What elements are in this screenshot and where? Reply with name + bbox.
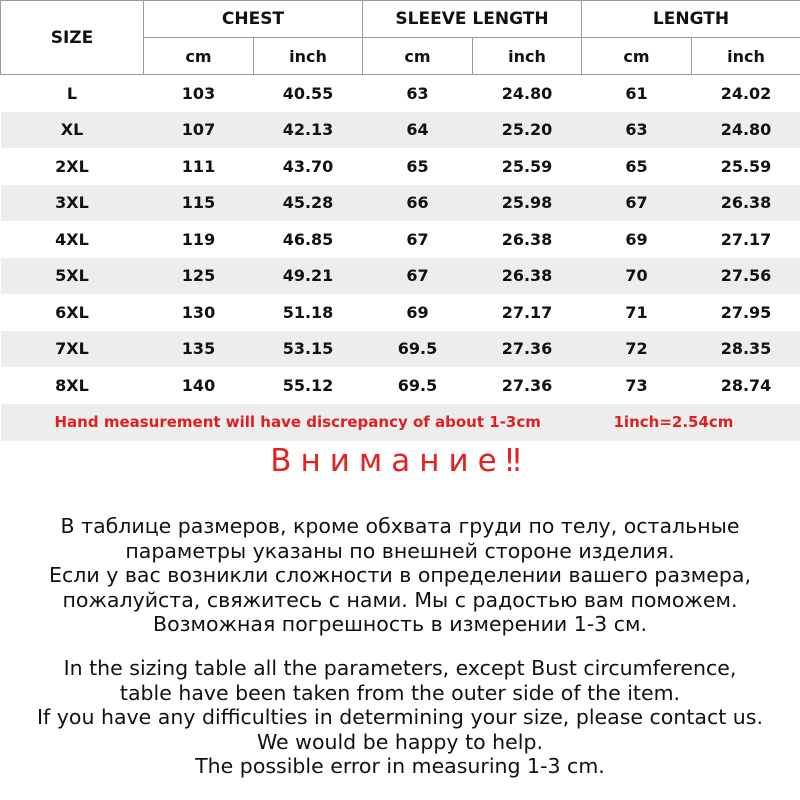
length-cm-cell: 71 <box>582 294 692 331</box>
table-row <box>1 258 800 295</box>
chest-in-cell: 49.21 <box>254 258 363 295</box>
discrepancy-note: Hand measurement will have discrepancy of about 1-3cm <box>1 404 582 441</box>
length-in-cell: 24.02 <box>692 75 800 112</box>
chest-cm-cell: 115 <box>144 185 254 222</box>
length-inch-header: inch <box>692 38 800 75</box>
header-row-primary <box>1 1 800 38</box>
size-column-header: SIZE <box>1 1 144 75</box>
english-text-line: If you have any difficulties in determining your size, please contact us. <box>37 705 763 729</box>
chest-inch-header: inch <box>254 38 363 75</box>
length-in-cell: 27.56 <box>692 258 800 295</box>
table-row <box>1 185 800 222</box>
length-cm-cell: 63 <box>582 112 692 149</box>
english-text-line: We would be happy to help. <box>256 729 544 754</box>
chest-in-cell: 45.28 <box>254 185 363 222</box>
length-in-cell: 25.59 <box>692 148 800 185</box>
sleeve-cm-cell: 64 <box>363 112 473 149</box>
sleeve-cm-cell: 65 <box>363 148 473 185</box>
size-cell: 8XL <box>1 367 144 404</box>
length-in-cell: 28.74 <box>692 367 800 404</box>
size-cell: 3XL <box>1 185 144 222</box>
inch-conversion-note: 1inch=2.54cm <box>582 404 800 441</box>
chest-cm-cell: 107 <box>144 112 254 149</box>
length-cm-cell: 69 <box>582 221 692 258</box>
length-cm-cell: 73 <box>582 367 692 404</box>
english-description <box>0 656 800 779</box>
length-cm-cell: 72 <box>582 331 692 368</box>
table-row <box>1 221 800 258</box>
chest-cm-cell: 140 <box>144 367 254 404</box>
chest-in-cell: 53.15 <box>254 331 363 368</box>
length-cm-cell: 61 <box>582 75 692 112</box>
sleeve-cm-header: cm <box>363 38 473 75</box>
size-cell: 2XL <box>1 148 144 185</box>
sleeve-in-cell: 27.36 <box>473 331 582 368</box>
length-cm-cell: 70 <box>582 258 692 295</box>
english-text-line: In the sizing table all the parameters, except Bust circumference, <box>63 656 737 680</box>
sleeve-cm-cell: 69.5 <box>363 331 473 368</box>
size-cell: 5XL <box>1 258 144 295</box>
table-row <box>1 367 800 404</box>
russian-text-line: В таблице размеров, кроме обхвата груди по телу, остальные <box>60 514 740 538</box>
sleeve-cm-cell: 69 <box>363 294 473 331</box>
length-column-header: LENGTH <box>582 1 800 38</box>
table-row <box>1 294 800 331</box>
attention-title: Внимание‼ <box>270 443 530 479</box>
size-cell: XL <box>1 112 144 149</box>
russian-text-line: Возможная погрешность в измерении 1-3 см. <box>153 612 647 636</box>
note-row <box>1 404 800 441</box>
length-in-cell: 24.80 <box>692 112 800 149</box>
sleeve-inch-header: inch <box>473 38 582 75</box>
length-cm-header: cm <box>582 38 692 75</box>
sleeve-in-cell: 25.20 <box>473 112 582 149</box>
chest-in-cell: 46.85 <box>254 221 363 258</box>
table-row <box>1 331 800 368</box>
sleeve-cm-cell: 67 <box>363 221 473 258</box>
size-rows <box>1 75 800 404</box>
size-cell: 4XL <box>1 221 144 258</box>
sleeve-length-column-header: SLEEVE LENGTH <box>363 1 582 38</box>
sleeve-in-cell: 25.59 <box>473 148 582 185</box>
size-cell: 6XL <box>1 294 144 331</box>
table-row <box>1 148 800 185</box>
length-in-cell: 27.17 <box>692 221 800 258</box>
chest-in-cell: 42.13 <box>254 112 363 149</box>
length-cm-cell: 65 <box>582 148 692 185</box>
chest-cm-cell: 119 <box>144 221 254 258</box>
length-cm-cell: 67 <box>582 185 692 222</box>
sleeve-cm-cell: 63 <box>363 75 473 112</box>
sleeve-in-cell: 24.80 <box>473 75 582 112</box>
russian-text-line: Если у вас возникли сложности в определении вашего размера, <box>49 563 751 587</box>
length-in-cell: 27.95 <box>692 294 800 331</box>
sleeve-cm-cell: 67 <box>363 258 473 295</box>
russian-description <box>0 514 800 637</box>
size-cell: L <box>1 75 144 112</box>
chest-cm-header: cm <box>144 38 254 75</box>
chest-in-cell: 40.55 <box>254 75 363 112</box>
russian-text-line: пожалуйста, свяжитесь с нами. Мы с радостью вам поможем. <box>62 587 738 612</box>
table-row <box>1 75 800 112</box>
chest-in-cell: 55.12 <box>254 367 363 404</box>
chest-column-header: CHEST <box>144 1 363 38</box>
sleeve-cm-cell: 66 <box>363 185 473 222</box>
chest-in-cell: 43.70 <box>254 148 363 185</box>
chest-cm-cell: 103 <box>144 75 254 112</box>
length-in-cell: 26.38 <box>692 185 800 222</box>
russian-text-line: параметры указаны по внешней стороне изделия. <box>125 538 675 563</box>
english-text-line: table have been taken from the outer side of the item. <box>119 680 681 705</box>
sleeve-in-cell: 27.36 <box>473 367 582 404</box>
sleeve-in-cell: 26.38 <box>473 221 582 258</box>
sleeve-in-cell: 26.38 <box>473 258 582 295</box>
chest-cm-cell: 130 <box>144 294 254 331</box>
sleeve-in-cell: 27.17 <box>473 294 582 331</box>
chest-cm-cell: 125 <box>144 258 254 295</box>
sleeve-cm-cell: 69.5 <box>363 367 473 404</box>
chest-in-cell: 51.18 <box>254 294 363 331</box>
chest-cm-cell: 135 <box>144 331 254 368</box>
size-cell: 7XL <box>1 331 144 368</box>
chest-cm-cell: 111 <box>144 148 254 185</box>
length-in-cell: 28.35 <box>692 331 800 368</box>
english-text-line: The possible error in measuring 1-3 cm. <box>195 754 605 778</box>
table-row <box>1 112 800 149</box>
sleeve-in-cell: 25.98 <box>473 185 582 222</box>
